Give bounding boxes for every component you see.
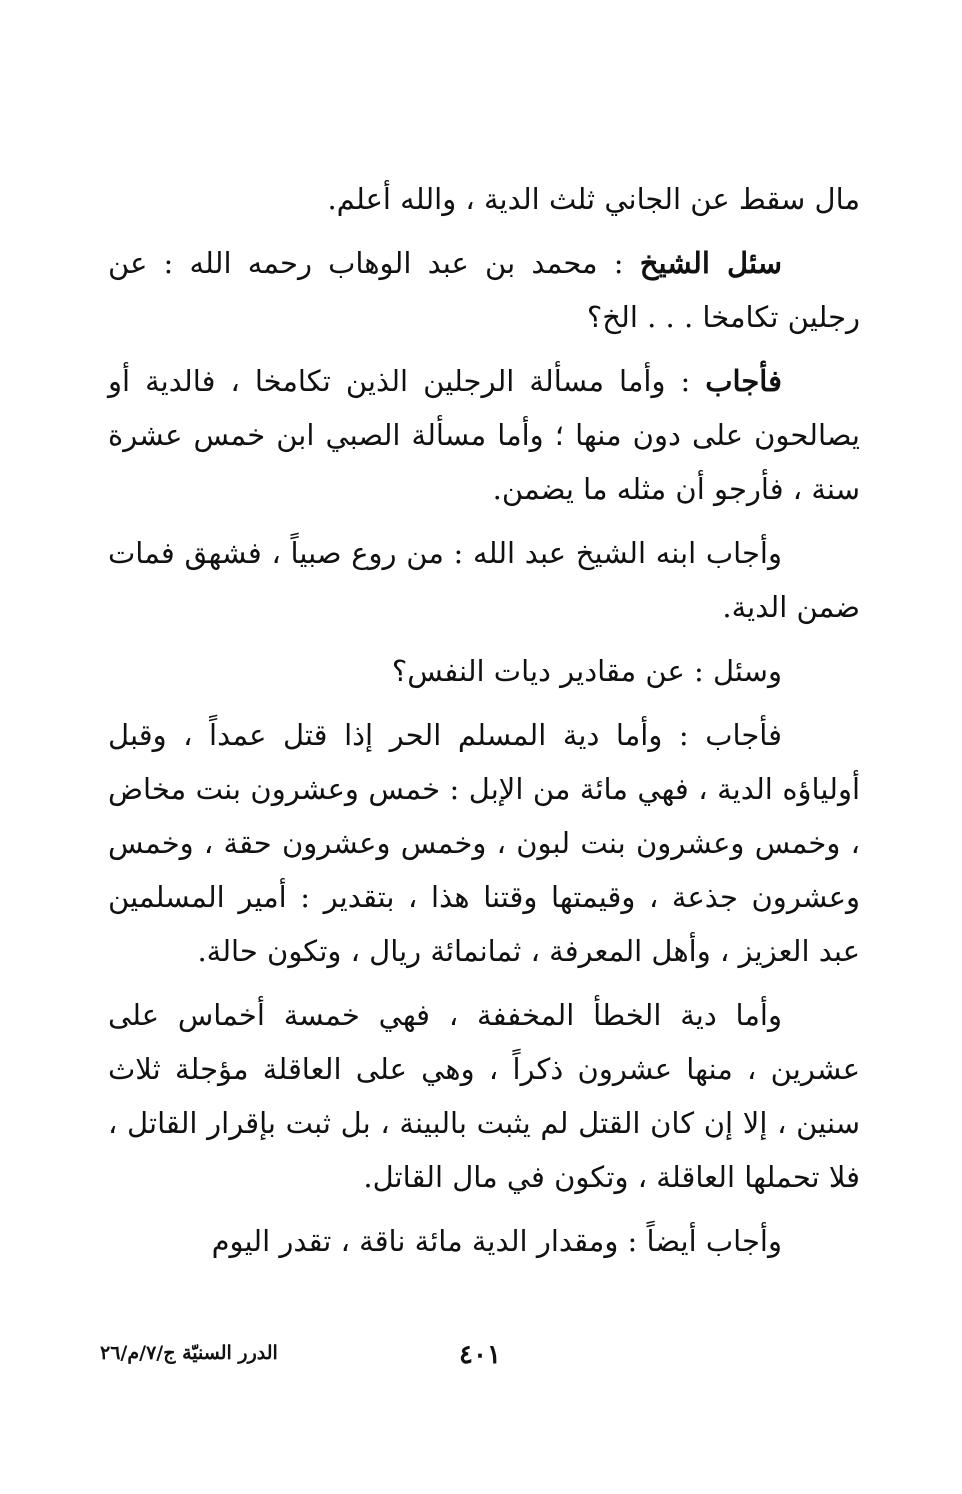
paragraph-1-text: مال سقط عن الجاني ثلث الدية ، والله أعلم. xyxy=(327,182,860,216)
paragraph-3-text: : وأما مسألة الرجلين الذين تكامخا ، فالدية أو يصالحون على دون منها ؛ وأما مسألة الصبي ابن خمس عشرة سنة ، فأرجو أن مثله ما يضمن. xyxy=(108,364,860,506)
paragraph-2-lead: سئل الشيخ xyxy=(639,246,783,280)
page-number: ٤٠١ xyxy=(459,1340,501,1370)
paragraph-8 xyxy=(108,1214,860,1268)
paragraph-5 xyxy=(108,644,860,698)
body-text xyxy=(108,172,860,1268)
paragraph-6-text: فأجاب : وأما دية المسلم الحر إذا قتل عمداً ، وقبل أولياؤه الدية ، فهي مائة من الإبل : خمس وعشرون بنت مخاض ، وخمس وعشرون بنت لبون ، وخمس وعشرون حقة ، وخمس وعشرون جذعة ، وقيمتها وقتنا هذا ، بتقدير : أمير المسلمين عبد العزيز ، وأهل المعرفة ، ثمانمائة ريال ، وتكون حالة. xyxy=(108,718,860,968)
paragraph-7-text: وأما دية الخطأ المخففة ، فهي خمسة أخماس على عشرين ، منها عشرون ذكراً ، وهي على العاقلة مؤجلة ثلاث سنين ، إلا إن كان القتل لم يثبت بالبينة ، بل ثبت بإقرار القاتل ، فلا تحملها العاقلة ، وتكون في مال القاتل. xyxy=(108,998,860,1194)
paragraph-7 xyxy=(108,988,860,1204)
paragraph-4-text: وأجاب ابنه الشيخ عبد الله : من روع صبياً ، فشهق فمات ضمن الدية. xyxy=(108,536,860,624)
paragraph-8-text: وأجاب أيضاً : ومقدار الدية مائة ناقة ، تقدر اليوم xyxy=(211,1224,782,1258)
paragraph-3 xyxy=(108,354,860,516)
page-footer xyxy=(100,1340,860,1380)
paragraph-4 xyxy=(108,526,860,634)
paragraph-3-lead: فأجاب xyxy=(705,364,782,398)
paragraph-2 xyxy=(108,236,860,344)
paragraph-2-text: : محمد بن عبد الوهاب رحمه الله : عن رجلين تكامخا . . . الخ؟ xyxy=(108,246,860,334)
paragraph-6 xyxy=(108,708,860,978)
paragraph-1 xyxy=(108,172,860,226)
footer-source-reference: الدرر السنيّة ج/٧/م/٢٦ xyxy=(100,1342,278,1364)
paragraph-5-text: وسئل : عن مقادير ديات النفس؟ xyxy=(391,654,782,688)
